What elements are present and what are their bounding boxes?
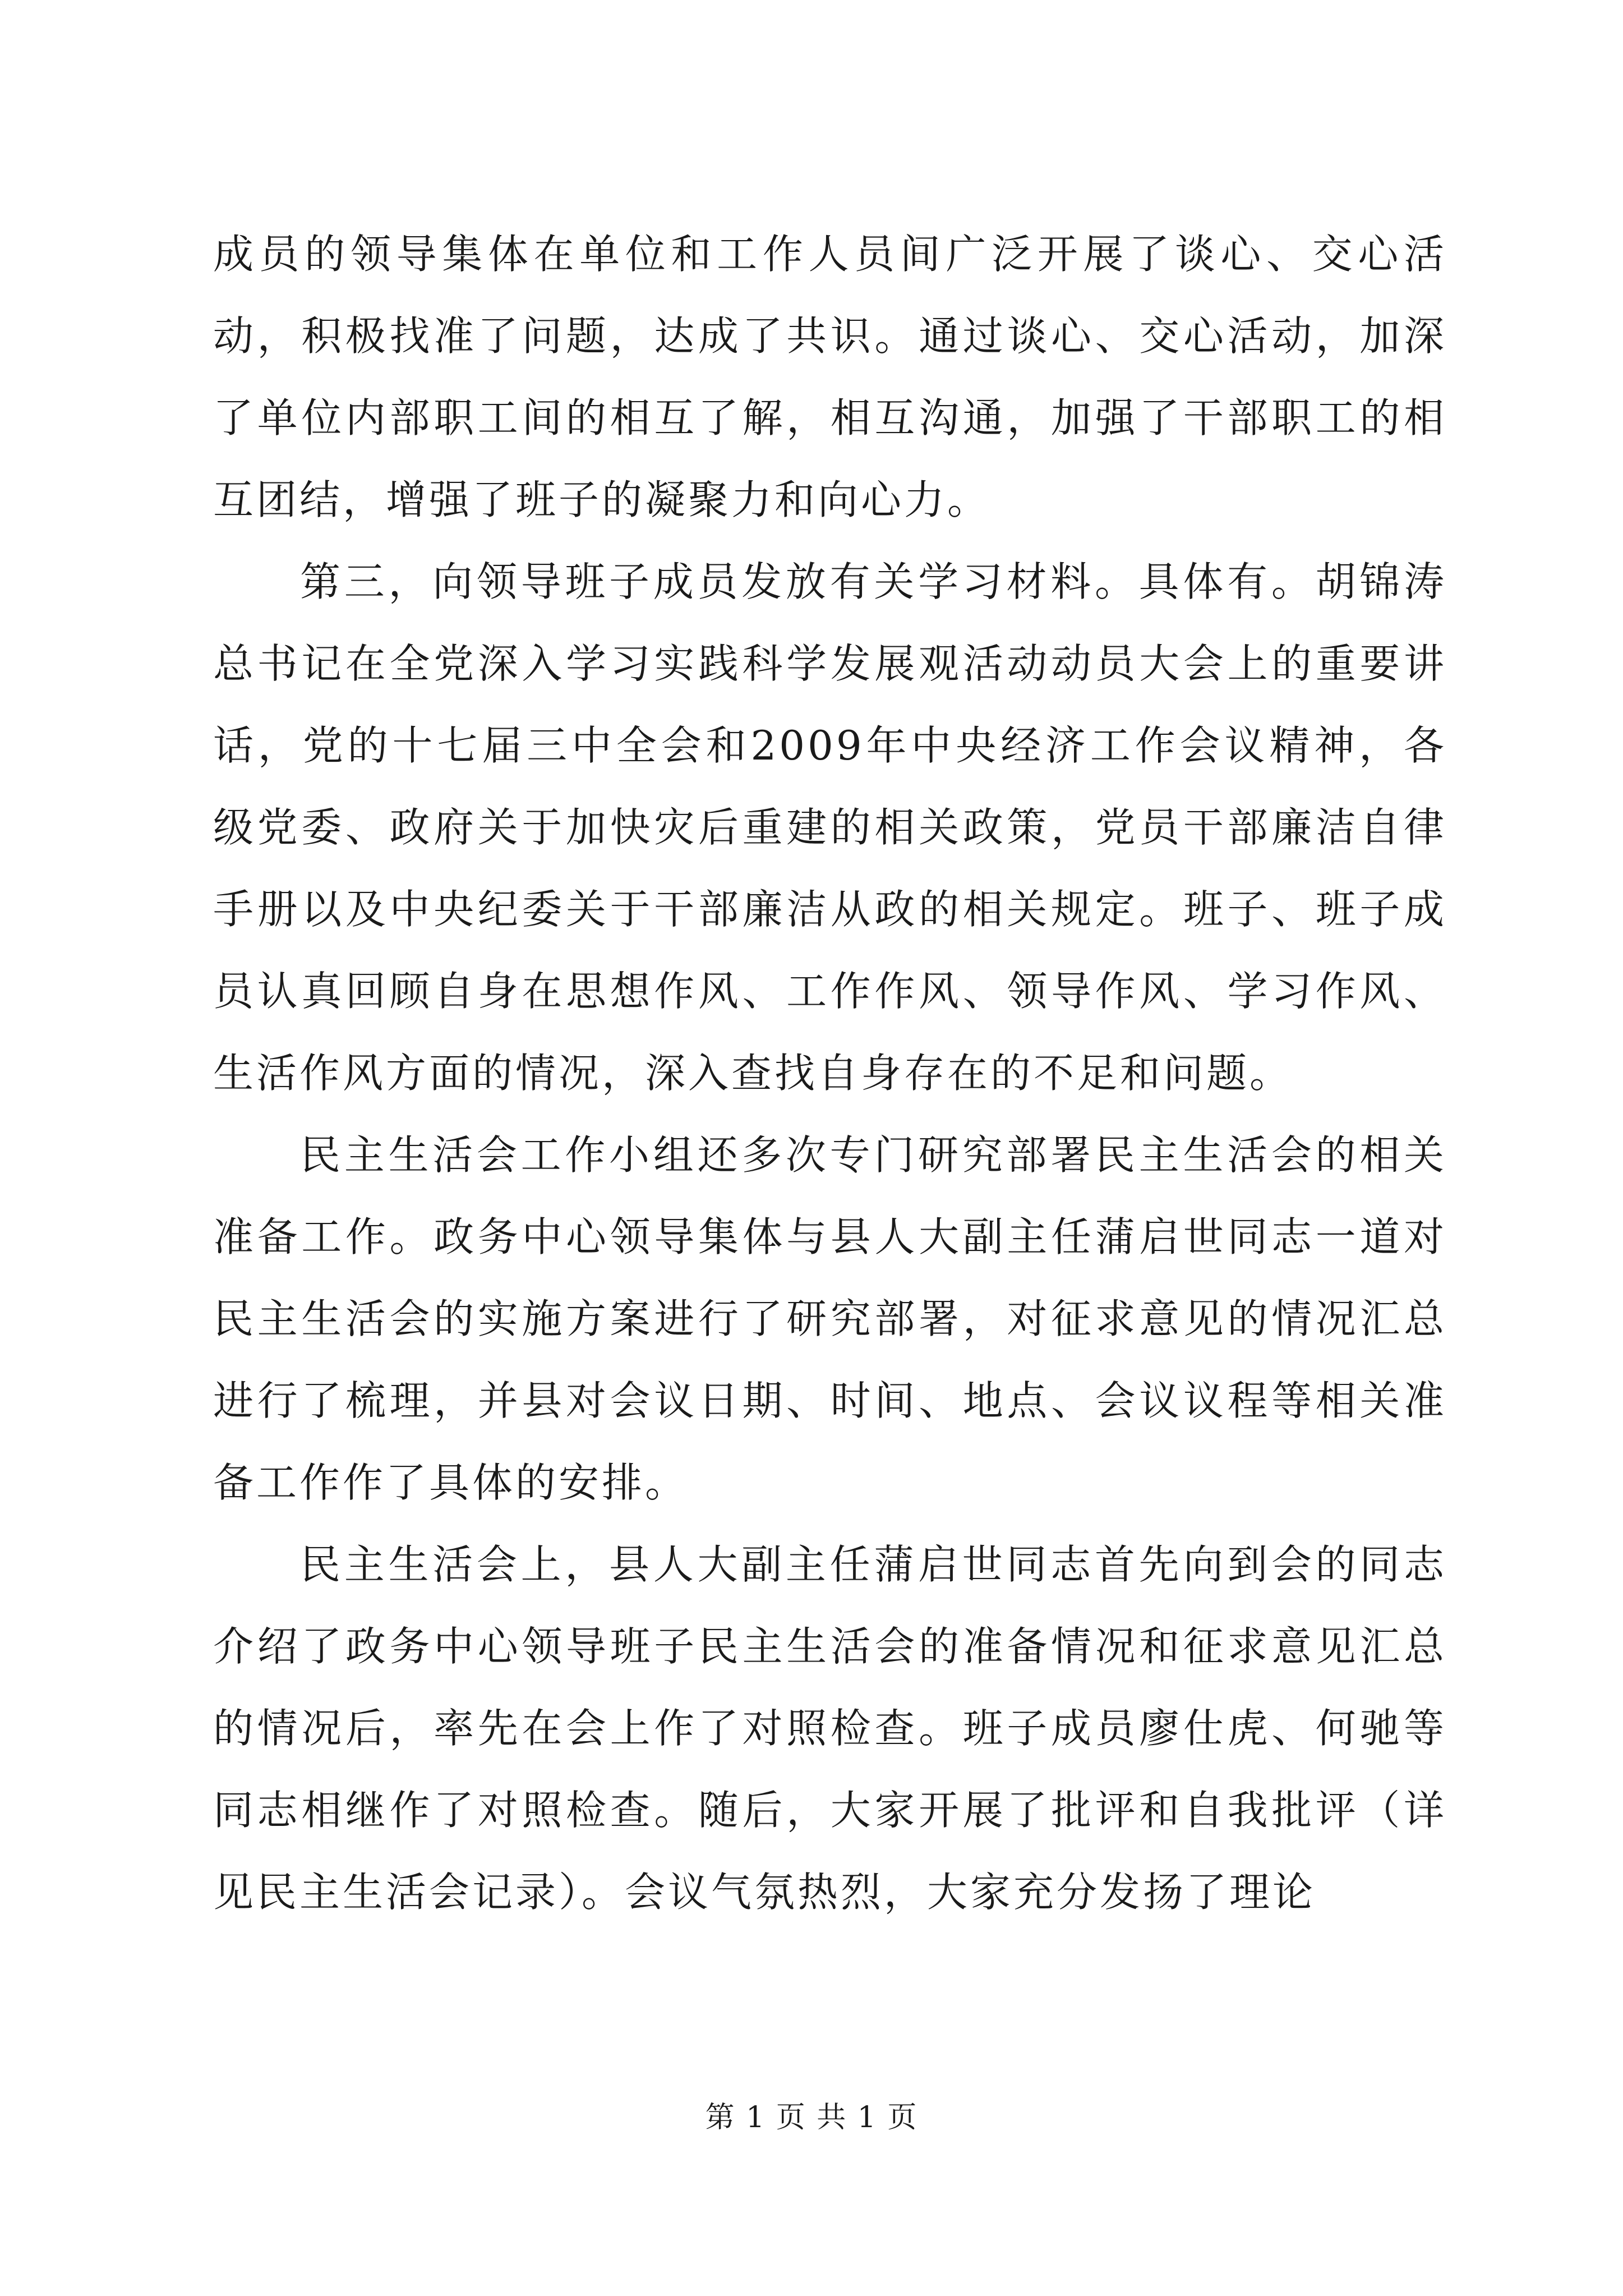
paragraph-1: 成员的领导集体在单位和工作人员间广泛开展了谈心、交心活动，积极找准了问题，达成了共识。通过谈心、交心活动，加深了单位内部职工间的相互了解，相互沟通，加强了干部职工的相互团结，增强了班子的凝聚力和向心力。 [213,231,1447,523]
paragraph-2: 第三，向领导班子成员发放有关学习材料。具体有。胡锦涛总书记在全党深入学习实践科学发展观活动动员大会上的重要讲话，党的十七届三中全会和2009年中央经济工作会议精神，各级党委、政府关于加快灾后重建的相关政策，党员干部廉洁自律手册以及中央纪委关于干部廉洁从政的相关规定。班子、班子成员认真回顾自身在思想作风、工作作风、领导作风、学习作风、生活作风方面的情况，深入查找自身存在的不足和问题。 [213,558,1447,1097]
paragraph-4: 民主生活会上，县人大副主任蒲启世同志首先向到会的同志介绍了政务中心领导班子民主生活会的准备情况和征求意见汇总的情况后，率先在会上作了对照检查。班子成员廖仕虎、何驰等同志相继作了对照检查。随后，大家开展了批评和自我批评（详见民主生活会记录）。会议气氛热烈，大家充分发扬了理论 [213,1541,1447,1916]
document-body [213,213,1447,1933]
page-footer: 第 1 页 共 1 页 [705,2101,918,2134]
paragraph-3: 民主生活会工作小组还多次专门研究部署民主生活会的相关准备工作。政务中心领导集体与县人大副主任蒲启世同志一道对民主生活会的实施方案进行了研究部署，对征求意见的情况汇总进行了梳理，并县对会议日期、时间、地点、会议议程等相关准备工作作了具体的安排。 [213,1131,1447,1506]
